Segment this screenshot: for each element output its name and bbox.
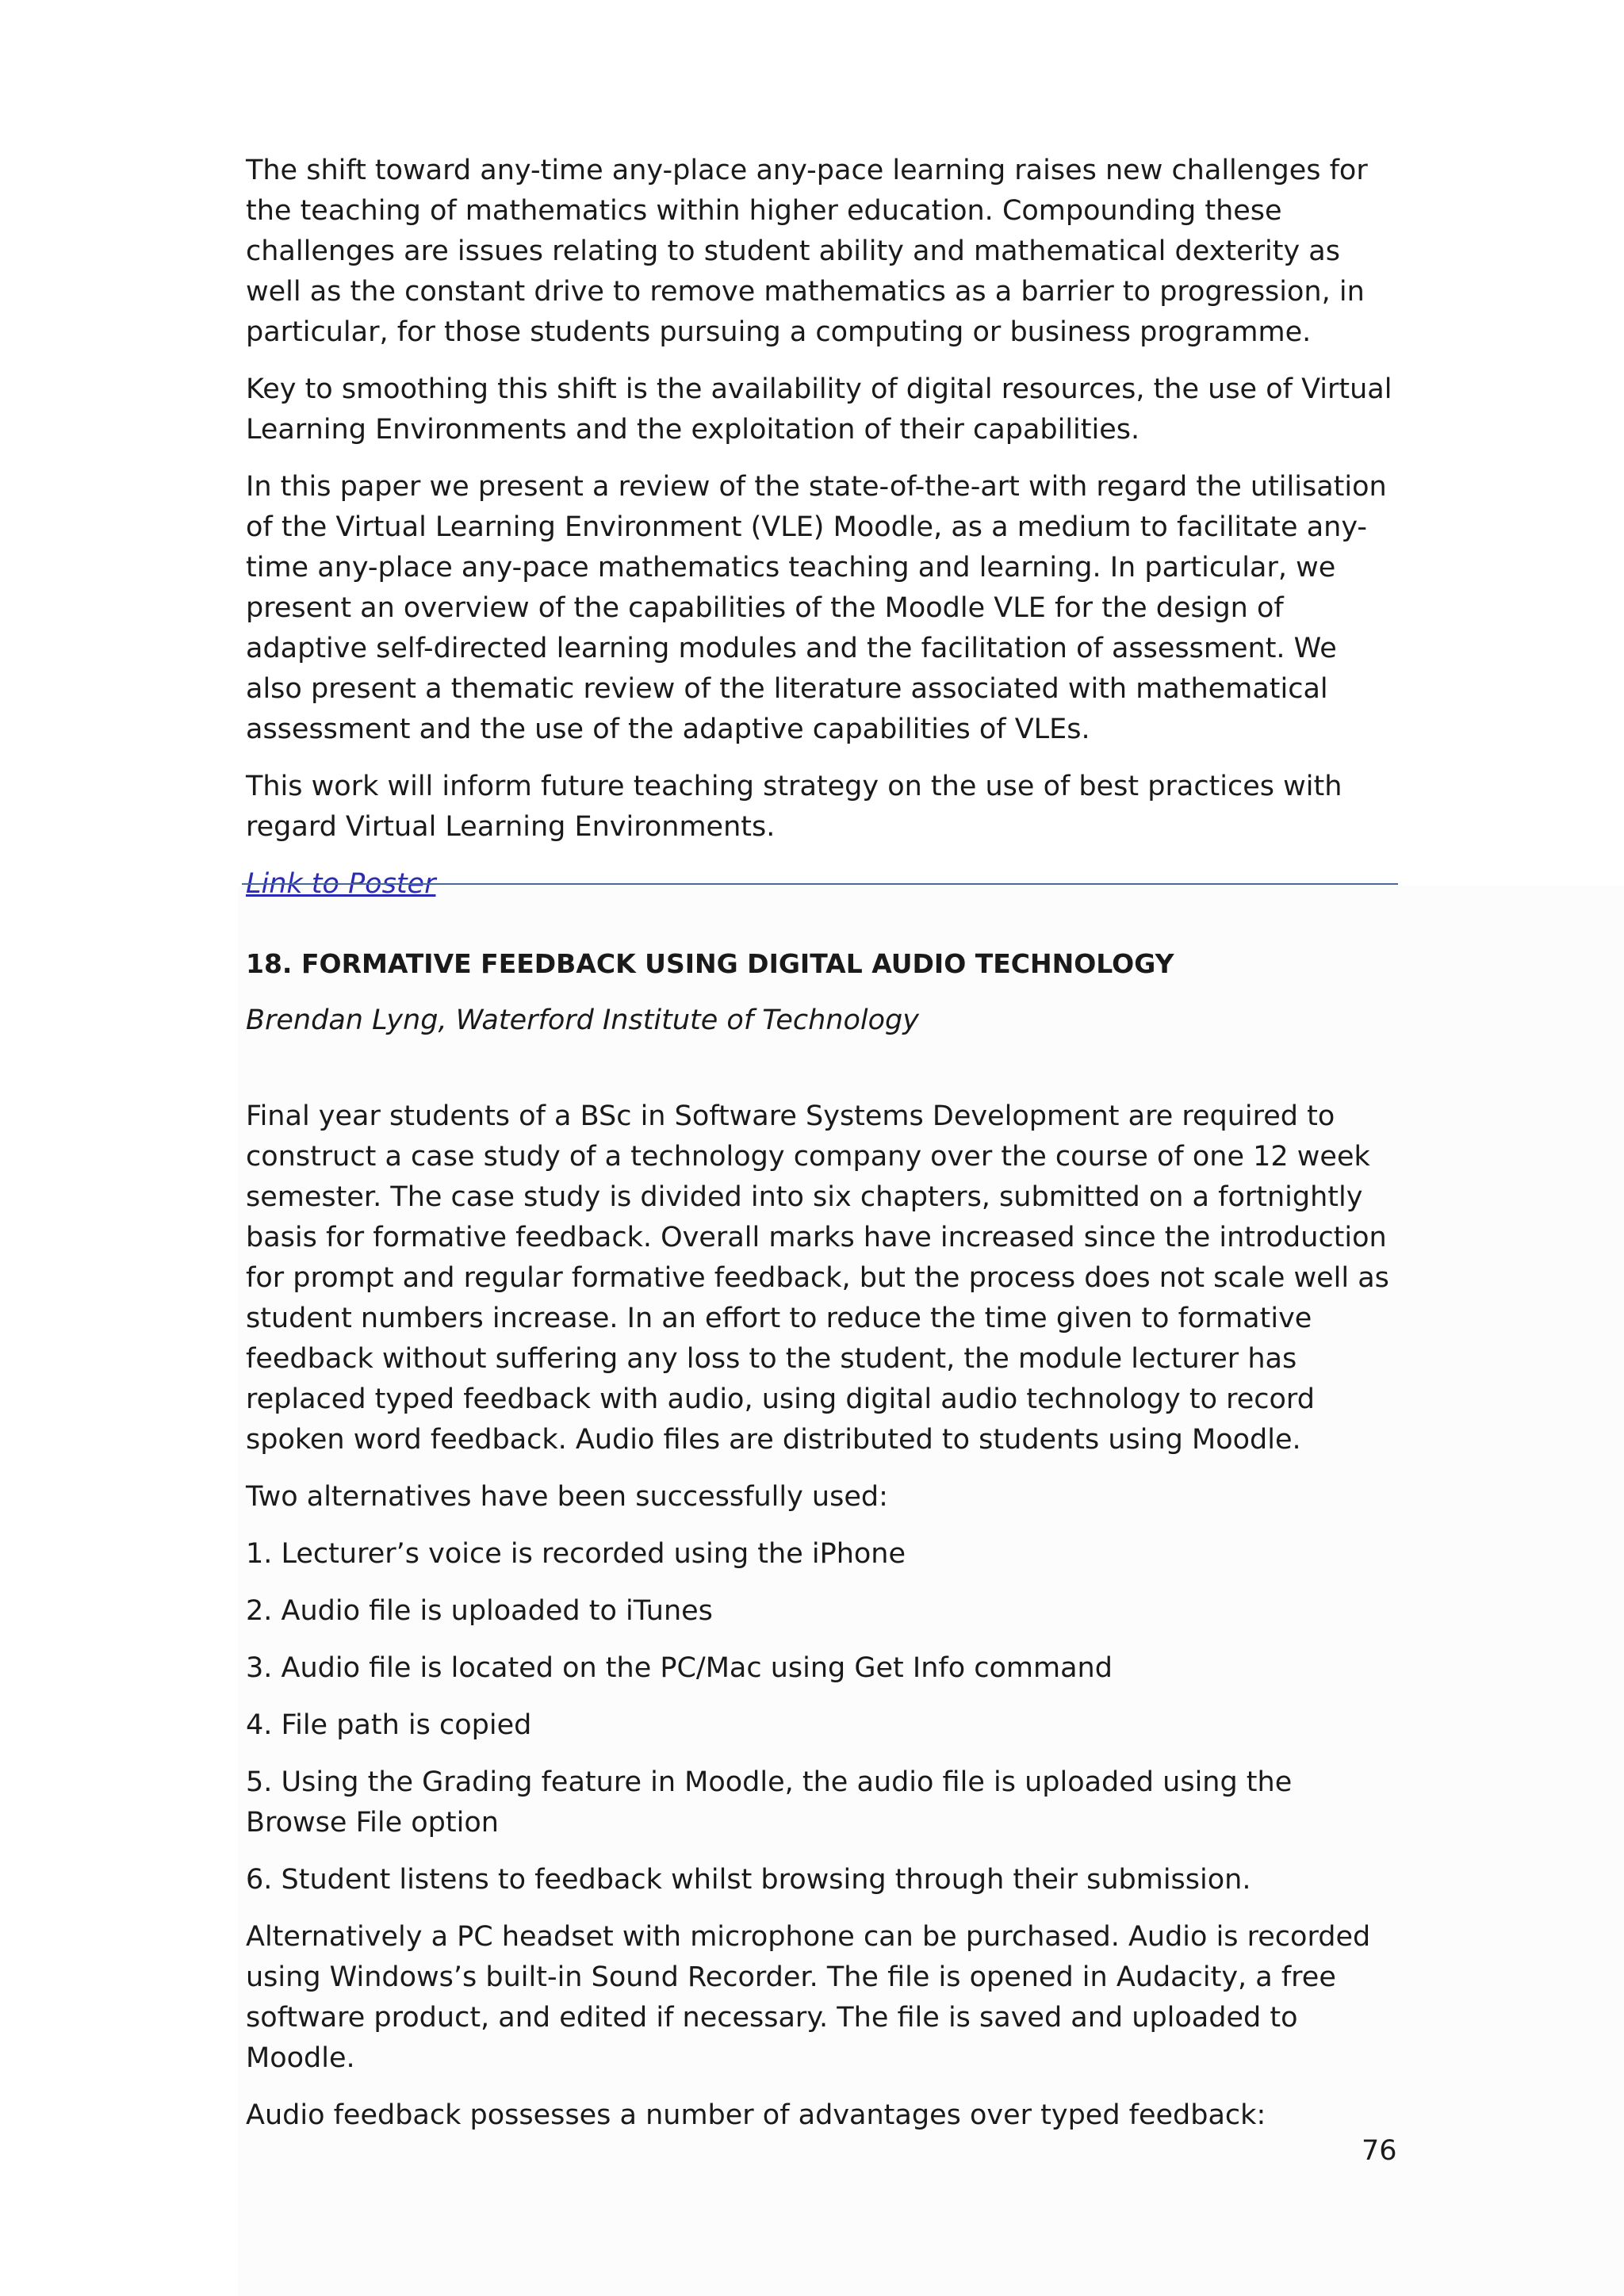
step-item: 5. Using the Grading feature in Moodle, the audio file is uploaded using the Browse File option <box>246 1766 1293 1839</box>
step-item: 3. Audio file is located on the PC/Mac using Get Info command <box>246 1652 1113 1684</box>
section-heading <box>246 943 1396 984</box>
page-number: 76 <box>1362 2135 1397 2167</box>
section-paragraph-1: Final year students of a BSc in Software Systems Development are required to construct a case study of a technology company over the course of one 12 week semester. The case study is divided into six chapters, submitted on a fortnightly basis for formative feedback. Overall marks have increased since the introduction for prompt and regular formative feedback, but the process does not scale well as student numbers increase. In an effort to reduce the time given to formative feedback without suffering any loss to the student, the module lecturer has replaced typed feedback with audio, using digital audio technology to record spoken word feedback. Audio files are distributed to students using Moodle. <box>246 1100 1389 1456</box>
poster-link[interactable]: Link to Poster <box>246 868 436 900</box>
section-heading-title: FORMATIVE FEEDBACK USING DIGITAL AUDIO TECHNOLOGY <box>301 948 1174 979</box>
intro-paragraph-4: This work will inform future teaching strategy on the use of best practices with regard Virtual Learning Environments. <box>246 771 1342 843</box>
section-divider <box>242 883 1398 885</box>
step-item: 4. File path is copied <box>246 1709 532 1741</box>
section-heading-number: 18. <box>246 948 293 979</box>
intro-paragraph-2: Key to smoothing this shift is the availability of digital resources, the use of Virtual Learning Environments and the exploitation of their capabilities. <box>246 373 1392 446</box>
section-paragraph-3: Audio feedback possesses a number of advantages over typed feedback: <box>246 2099 1266 2131</box>
step-item: 2. Audio file is uploaded to iTunes <box>246 1595 713 1627</box>
feedback-section <box>246 943 1396 2152</box>
intro-section <box>246 151 1396 921</box>
step-item: 1. Lecturer’s voice is recorded using the iPhone <box>246 1538 906 1570</box>
section-author: Brendan Lyng, Waterford Institute of Technology <box>246 1004 919 1036</box>
alternatives-intro: Two alternatives have been successfully used: <box>246 1481 888 1513</box>
section-paragraph-2: Alternatively a PC headset with microphone can be purchased. Audio is recorded using Windows’s built-in Sound Recorder. The file is opened in Audacity, a free software product, and edited if necessary. The file is saved and uploaded to Moodle. <box>246 1921 1371 2074</box>
intro-paragraph-1: The shift toward any-time any-place any-pace learning raises new challenges for the teaching of mathematics within higher education. Compounding these challenges are issues relating to student ability and mathematical dexterity as well as the constant drive to remove mathematics as a barrier to progression, in particular, for those students pursuing a computing or business programme. <box>246 155 1368 348</box>
step-item: 6. Student listens to feedback whilst browsing through their submission. <box>246 1864 1251 1896</box>
intro-paragraph-3: In this paper we present a review of the state-of-the-art with regard the utilisation of the Virtual Learning Environment (VLE) Moodle, as a medium to facilitate any-time any-place any-pace mathematics teaching and learning. In particular, we present an overview of the capabilities of the Moodle VLE for the design of adaptive self-directed learning modules and the facilitation of assessment. We also present a thematic review of the literature associated with mathematical assessment and the use of the adaptive capabilities of VLEs. <box>246 471 1387 745</box>
